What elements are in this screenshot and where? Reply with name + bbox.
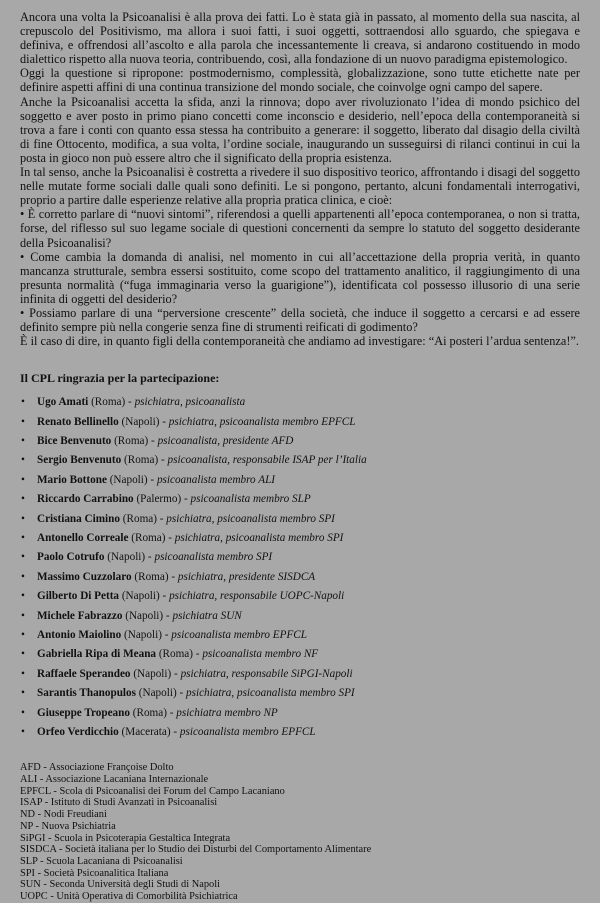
participant-city: (Roma) - bbox=[132, 706, 174, 719]
paragraph: Anche la Psicoanalisi accetta la sfida, anzi la rinnova; dopo aver rivoluzionato l’idea di mondo psichico del soggetto e aver posto in primo piano concetti come inconscio e desiderio, nell’epoca della contemporaneità si trova a fare i conti con quanto essa stessa ha contribuito a generare: il soggetto, liberato dal disagio della civiltà di fine Ottocento, modifica, a sua volta, l’ordine sociale, inaugurando un susseguirsi di rilanci continui in cui la posta in gioco non può essere altro che il significato della propria esistenza. bbox=[20, 94, 580, 165]
bullet-icon: • bbox=[21, 687, 25, 700]
abbreviation-entry: SISDCA - Società italiana per lo Studio dei Disturbi del Comportamento Alimentare bbox=[20, 844, 372, 856]
participant-item bbox=[20, 684, 580, 703]
participant-city: (Napoli) - bbox=[124, 628, 169, 641]
bullet-icon: • bbox=[21, 628, 25, 641]
participant-item bbox=[20, 626, 580, 645]
participant-item bbox=[20, 432, 580, 451]
participant-item bbox=[20, 413, 580, 432]
participant-city: (Napoli) - bbox=[107, 551, 152, 564]
bullet-icon: • bbox=[21, 435, 25, 448]
participant-name: Renato Bellinello bbox=[37, 415, 119, 428]
participant-name: Sergio Benvenuto bbox=[37, 454, 122, 467]
participant-name: Orfeo Verdicchio bbox=[37, 725, 119, 738]
abbreviation-entry: ALI - Associazione Lacaniana Internazionale bbox=[20, 773, 209, 785]
participant-name: Sarantis Thanopulos bbox=[37, 687, 136, 700]
participant-item bbox=[20, 723, 580, 742]
bullet-icon: • bbox=[21, 531, 25, 544]
participant-item bbox=[20, 510, 580, 529]
participant-city: (Napoli) - bbox=[125, 609, 170, 622]
participant-role: psichiatra membro NP bbox=[176, 706, 278, 719]
participant-name: Ugo Amati bbox=[37, 396, 89, 409]
bullet-icon: • bbox=[21, 570, 25, 583]
participant-city: (Napoli) - bbox=[121, 590, 167, 603]
participant-role: psichiatra, psicoanalista bbox=[134, 396, 246, 409]
participant-item bbox=[20, 587, 580, 606]
participant-name: Gabriella Ripa di Meana bbox=[37, 648, 157, 661]
participant-role: psicoanalista membro EPFCL bbox=[179, 725, 316, 738]
participant-name: Raffaele Sperandeo bbox=[37, 667, 131, 680]
participant-city: (Roma) - bbox=[91, 396, 132, 409]
bullet-icon: • bbox=[21, 454, 25, 467]
abbreviation-entry: NP - Nuova Psichiatria bbox=[20, 820, 116, 832]
paragraph: Oggi la questione si ripropone: postmodernismo, complessità, globalizzazione, sono tutte etichette nate per definire aspetti affini di una continua transizione del mondo sociale, che coinvolge ogni campo del sapere. bbox=[20, 66, 580, 95]
participant-city: (Roma) - bbox=[114, 435, 155, 448]
participant-role: psichiatra, psicoanalista membro SPI bbox=[186, 687, 355, 700]
participant-name: Riccardo Carrabino bbox=[37, 493, 134, 506]
participant-city: (Roma) - bbox=[134, 570, 176, 583]
participant-item bbox=[20, 490, 580, 509]
participant-item bbox=[20, 451, 580, 470]
thanks-heading: Il CPL ringrazia per la partecipazione: bbox=[20, 371, 220, 386]
participant-role: psicoanalista membro NF bbox=[202, 648, 319, 661]
participant-item bbox=[20, 704, 580, 723]
participant-item bbox=[20, 548, 580, 567]
participant-role: psicoanalista, presidente AFD bbox=[157, 435, 294, 448]
bullet-icon: • bbox=[21, 590, 25, 603]
participant-role: psichiatra, psicoanalista membro SPI bbox=[174, 531, 344, 544]
bullet-icon: • bbox=[21, 706, 25, 719]
participants-list bbox=[20, 393, 580, 742]
participant-city: (Palermo) - bbox=[136, 493, 188, 506]
participant-name: Giuseppe Tropeano bbox=[37, 706, 130, 719]
bullet-icon: • bbox=[21, 415, 25, 428]
participant-item bbox=[20, 568, 580, 587]
participant-name: Mario Bottone bbox=[37, 473, 107, 486]
participant-item bbox=[20, 645, 580, 664]
participant-city: (Napoli) - bbox=[138, 687, 184, 700]
abbreviation-entry: SUN - Seconda Università degli Studi di Napoli bbox=[20, 879, 220, 891]
participant-name: Massimo Cuzzolaro bbox=[37, 570, 132, 583]
question-bullet: • È corretto parlare di “nuovi sintomi”, riferendosi a quelli appartenenti all’epoca contemporanea, o non si tratta, forse, del riflesso sul suo legame sociale di questioni concernenti da sempre lo statuto del soggetto desiderante della Psicoanalisi? bbox=[20, 207, 580, 250]
bullet-icon: • bbox=[21, 609, 25, 622]
bullet-icon: • bbox=[21, 725, 25, 738]
bullet-icon: • bbox=[21, 396, 25, 409]
abbreviation-entry: AFD - Associazione Françoise Dolto bbox=[20, 762, 174, 774]
participant-city: (Napoli) - bbox=[133, 667, 178, 680]
participant-role: psicoanalista, responsabile ISAP per l’Italia bbox=[167, 454, 367, 467]
participant-item bbox=[20, 393, 580, 412]
participant-role: psicoanalista membro SPI bbox=[154, 551, 273, 564]
paragraph: È il caso di dire, in quanto figli della contemporaneità che andiamo ad investigare: “Ai posteri l’ardua sentenza!”. bbox=[20, 334, 579, 349]
participant-name: Michele Fabrazzo bbox=[37, 609, 123, 622]
participant-city: (Napoli) - bbox=[121, 415, 166, 428]
participant-role: psichiatra, responsabile UOPC-Napoli bbox=[169, 590, 345, 603]
participant-role: psichiatra, responsabile SiPGI-Napoli bbox=[180, 667, 353, 680]
participant-name: Antonello Correale bbox=[37, 531, 129, 544]
abbreviation-entry: SLP - Scuola Lacaniana di Psicoanalisi bbox=[20, 855, 183, 867]
participant-role: psicoanalista membro SLP bbox=[190, 493, 311, 506]
abbreviation-entry: SPI - Società Psicoanalitica Italiana bbox=[20, 867, 169, 879]
participant-role: psichiatra SUN bbox=[172, 609, 242, 622]
bullet-icon: • bbox=[21, 512, 25, 525]
participant-role: psicoanalista membro EPFCL bbox=[171, 628, 307, 641]
question-bullet: • Come cambia la domanda di analisi, nel momento in cui all’accettazione della propria verità, in quanto mancanza strutturale, sembra essersi sostituito, come scopo del trattamento analitico, il raggiungimento di una presunta normalità (“fuga immaginaria verso la guarigione”), identificata col possesso illusorio di una serie infinita di oggetti del desiderio? bbox=[20, 249, 580, 306]
participant-item bbox=[20, 471, 580, 490]
participant-city: (Roma) - bbox=[131, 531, 172, 544]
abbreviation-entry: ND - Nodi Freudiani bbox=[20, 809, 107, 821]
participant-role: psichiatra, psicoanalista membro SPI bbox=[166, 512, 335, 525]
paragraph: In tal senso, anche la Psicoanalisi è costretta a rivedere il suo dispositivo teorico, affrontando i disagi del soggetto nelle mutate forme sociali dalle quali sono definiti. Le si pongono, pertanto, alcuni fondamentali interrogativi, proprio a partire dalle esperienze relative alla propria pratica clinica, e cioè: bbox=[20, 165, 580, 208]
bullet-icon: • bbox=[21, 551, 25, 564]
bullet-icon: • bbox=[21, 493, 25, 506]
participant-name: Gilberto Di Petta bbox=[37, 590, 120, 603]
participant-role: psicoanalista membro ALI bbox=[156, 473, 276, 486]
bullet-icon: • bbox=[21, 473, 25, 486]
intro-text bbox=[20, 10, 580, 348]
paragraph: Ancora una volta la Psicoanalisi è alla prova dei fatti. Lo è stata già in passato, al momento della sua nascita, al crepuscolo del Positivismo, ma allora i suoi fatti, i suoi oggetti, sottraendosi allo sguardo, che spiegava e definiva, e offrendosi all’ascolto e alla parola che incessantemente li creava, si andarono costituendo in modo dialettico rispetto alla nuova teoria, contribuendo, così, alla fondazione di un nuovo paradigma epistemologico. bbox=[20, 10, 580, 67]
participant-city: (Roma) - bbox=[122, 512, 164, 525]
participant-city: (Roma) - bbox=[124, 454, 165, 467]
participant-role: psichiatra, psicoanalista membro EPFCL bbox=[168, 415, 356, 428]
participant-item bbox=[20, 665, 580, 684]
participant-name: Antonio Maiolino bbox=[37, 628, 122, 641]
abbreviations-legend bbox=[20, 762, 580, 902]
participant-city: (Roma) - bbox=[158, 648, 200, 661]
abbreviation-entry: ISAP - Istituto di Studi Avanzati in Psicoanalisi bbox=[20, 797, 218, 809]
abbreviation-entry: UOPC - Unità Operativa di Comorbilità Psichiatrica bbox=[20, 891, 238, 903]
participant-name: Paolo Cotrufo bbox=[37, 551, 105, 564]
bullet-icon: • bbox=[21, 648, 25, 661]
participant-name: Bice Benvenuto bbox=[37, 435, 112, 448]
bullet-icon: • bbox=[21, 667, 25, 680]
abbreviation-entry: SiPGI - Scuola in Psicoterapia Gestaltica Integrata bbox=[20, 832, 231, 844]
participant-name: Cristiana Cimino bbox=[37, 512, 120, 525]
participant-city: (Napoli) - bbox=[109, 473, 155, 486]
participant-item bbox=[20, 607, 580, 626]
abbreviation-entry: EPFCL - Scola di Psicoanalisi dei Forum del Campo Lacaniano bbox=[20, 785, 285, 797]
participant-item bbox=[20, 529, 580, 548]
participant-city: (Macerata) - bbox=[121, 725, 178, 738]
question-bullet: • Possiamo parlare di una “perversione crescente” della società, che induce il soggetto a cercarsi e ad essere definito sempre più nella congerie senza fine di strumenti reificati di godimento? bbox=[20, 305, 580, 335]
participant-role: psichiatra, presidente SISDCA bbox=[177, 570, 316, 583]
